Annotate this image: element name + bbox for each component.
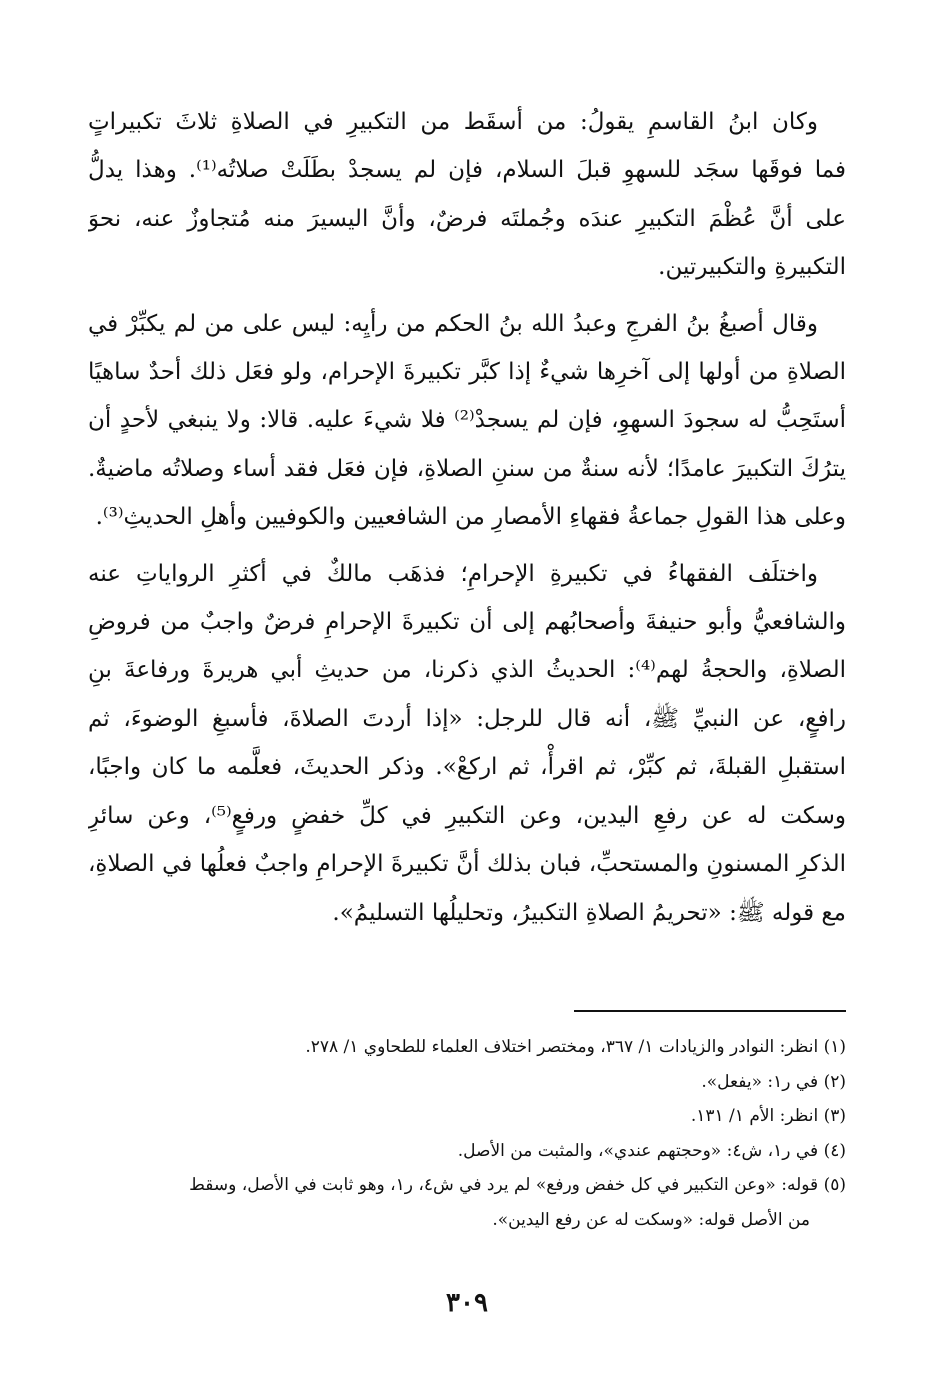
text-line: واختلَف الفقهاءُ في تكبيرةِ الإحرامِ؛ فذهَب مالكٌ في أكثرِ الرواياتِ عنه (88, 560, 818, 587)
text-line: أستَحِبُّ له سجودَ السهوِ، فإن لم يسجدْ⁽²⁾ فلا شيءَ عليه. قالا: ولا ينبغي لأحدٍ أن (88, 407, 846, 434)
text-line: وعلى هذا القولِ جماعةُ فقهاءِ الأمصارِ من الشافعيين والكوفيين وأهلِ الحديثِ⁽³⁾. (95, 504, 846, 531)
text-line: استقبلِ القبلةَ، ثم كبِّرْ، ثم اقرأْ، ثم اركعْ». وذكر الحديثَ، فعلَّمه ما كان واجبًا، (88, 754, 846, 781)
paragraph-1 (88, 98, 846, 292)
text-line: يترُكَ التكبيرَ عامدًا؛ لأنه سنةٌ من سننِ الصلاةِ، فإن فعَل فقد أساء وصلاتُه ماضيةٌ. (88, 455, 846, 482)
footnote-1: (١) انظر: النوادر والزيادات ١/ ٣٦٧، ومختصر اختلاف العلماء للطحاوي ١/ ٢٧٨. (305, 1037, 846, 1057)
paragraph-2 (88, 300, 846, 542)
text-line: والشافعيُّ وأبو حنيفةَ وأصحابُهم إلى أن تكبيرةَ الإحرامِ فرضٌ واجبٌ من فروضِ (88, 609, 846, 636)
text-line: الصلاةِ، والحجةُ لهم⁽⁴⁾: الحديثُ الذي ذكرنا، من حديثِ أبي هريرةَ ورفاعةَ بنِ (88, 657, 846, 684)
text-line: مع قوله ﷺ: «تحريمُ الصلاةِ التكبيرُ، وتحليلُها التسليمُ». (332, 899, 846, 926)
text-line: فما فوقَها سجَد للسهوِ قبلَ السلام، فإن لم يسجدْ بطَلَتْ صلاتُه⁽¹⁾. وهذا يدلُّ (88, 157, 846, 184)
footnote-4: (٤) في ر١، ش٤: «وحجتهم عندي»، والمثبت من الأصل. (457, 1140, 846, 1161)
text-line: رافعٍ، عن النبيِّ ﷺ، أنه قال للرجل: «إذا أردتَ الصلاةَ، فأسبغِ الوضوءَ، ثم (88, 705, 846, 732)
footnote-3: (٣) انظر: الأم ١/ ١٣١. (690, 1106, 846, 1127)
page-number: ٣٠٩ (446, 1288, 488, 1318)
footnote-separator (574, 1010, 846, 1012)
text-line: وسكت له عن رفعِ اليدين، وعن التكبيرِ في كلِّ خفضٍ ورفعٍ⁽⁵⁾، وعن سائرِ (88, 802, 846, 829)
main-text (88, 98, 846, 945)
footnote-5-continued: من الأصل قوله: «وسكت له عن رفع اليدين». (492, 1209, 810, 1230)
paragraph-3 (88, 550, 846, 937)
footnote-5: (٥) قوله: «وعن التكبير في كل خفض ورفع» لم يرد في ش٤، ر١، وهو ثابت في الأصل، وسقط (189, 1175, 846, 1196)
text-line: التكبيرةِ والتكبيرتين. (658, 254, 846, 281)
text-line: الذكرِ المسنونِ والمستحبِّ، فبان بذلك أنَّ تكبيرةَ الإحرامِ واجبٌ فعلُها في الصلاةِ، (88, 851, 846, 878)
footnote-2: (٢) في ر١: «يفعل». (701, 1071, 846, 1092)
text-line: وقال أصبغُ بنُ الفرجِ وعبدُ الله بنُ الحكم من رأيِه: ليس على من لم يكبِّرْ في (88, 310, 818, 337)
text-line: وكان ابنُ القاسمِ يقولُ: من أسقَط من التكبيرِ في الصلاةِ ثلاثَ تكبيراتٍ (88, 109, 818, 135)
text-line: على أنَّ عُظْمَ التكبيرِ عندَه وجُملتَه فرضٌ، وأنَّ اليسيرَ منه مُتجاوزٌ عنه، نحوَ (88, 205, 846, 232)
text-line: الصلاةِ من أولها إلى آخرِها شيءٌ إذا كبَّر تكبيرةَ الإحرام، ولو فعَل ذلك أحدٌ ساهيًا (88, 359, 846, 386)
footnotes (88, 1030, 846, 1238)
